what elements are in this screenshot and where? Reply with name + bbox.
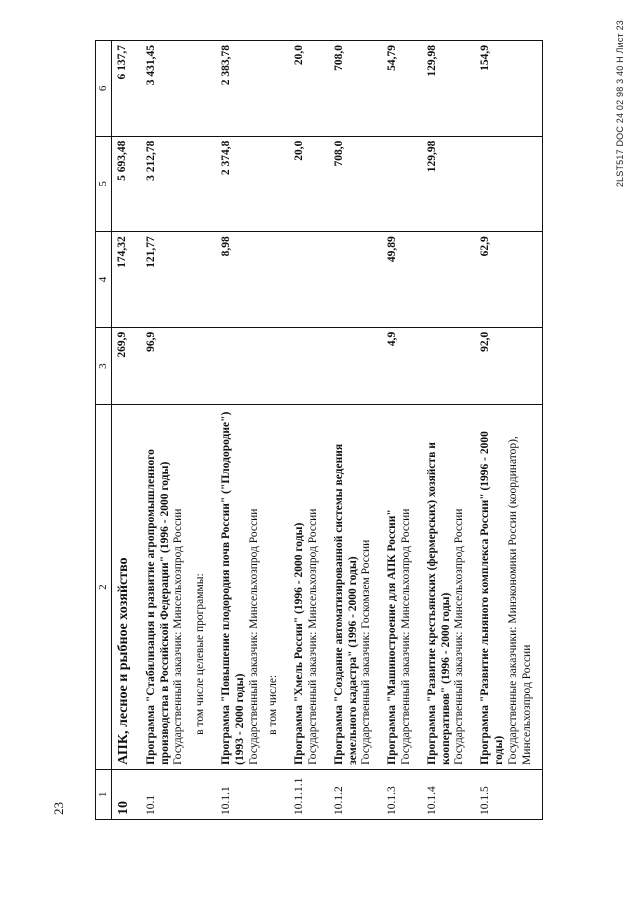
page-number: 23 bbox=[51, 802, 66, 815]
program-customer: Государственный заказчик: Минсельхозпрод России bbox=[306, 508, 319, 765]
row-v3: 96,9 bbox=[141, 327, 216, 405]
table-row bbox=[216, 41, 289, 820]
section-v3: 269,9 bbox=[112, 327, 141, 405]
row-v4: 121,77 bbox=[141, 232, 216, 328]
program-customer: Государственный заказчик: Госкомзем России bbox=[360, 539, 373, 765]
row-v3 bbox=[216, 327, 289, 405]
row-v6: 20,0 bbox=[289, 41, 329, 137]
program-customer: Государственный заказчик: Минсельхозпрод России bbox=[172, 508, 185, 765]
row-v4: 8,98 bbox=[216, 232, 289, 328]
row-v3: 92,0 bbox=[475, 327, 543, 405]
row-v5: 3 212,78 bbox=[141, 136, 216, 232]
table-row bbox=[422, 41, 475, 820]
row-v4: 49,89 bbox=[382, 232, 422, 328]
section-v4: 174,32 bbox=[112, 232, 141, 328]
row-description bbox=[382, 405, 422, 769]
section-code: 10 bbox=[112, 769, 141, 819]
program-title: Программа "Повышение плодородия почв России" ("Плодородие") (1993 - 2000 годы) bbox=[219, 411, 246, 765]
row-description bbox=[422, 405, 475, 769]
row-v6: 154,9 bbox=[475, 41, 543, 137]
row-v5: 2 374,8 bbox=[216, 136, 289, 232]
document-footer: 2LST517 DOC 24 02 98 3 40 H Лист 23 bbox=[615, 20, 625, 188]
col-header-1: 1 bbox=[96, 769, 112, 819]
row-v3 bbox=[329, 327, 382, 405]
col-header-2: 2 bbox=[96, 405, 112, 769]
program-title: Программа "Создание автоматизированной системы ведения земельного кадастра" (1996 - 2000 годы) bbox=[332, 443, 359, 765]
program-title: Программа "Стабилизация и развитие агропромышленного производства в Российской Федерации" (1996 - 2000 годы) bbox=[144, 449, 171, 765]
row-description bbox=[475, 405, 543, 769]
section-row bbox=[112, 41, 141, 820]
col-header-3: 3 bbox=[96, 327, 112, 405]
program-title: Программа "Машиностроение для АПК России" bbox=[386, 509, 399, 765]
section-v5: 5 693,48 bbox=[112, 136, 141, 232]
table-row bbox=[141, 41, 216, 820]
program-customer: Государственный заказчик: Минсельхозпрод России bbox=[399, 508, 412, 765]
row-v5: 708,0 bbox=[329, 136, 382, 232]
row-v6: 2 383,78 bbox=[216, 41, 289, 137]
row-code: 10.1.3 bbox=[382, 769, 422, 819]
row-code: 10.1.5 bbox=[475, 769, 543, 819]
row-description bbox=[141, 405, 216, 769]
table-row bbox=[329, 41, 382, 820]
program-title: Программа "Развитие крестьянских (фермерских) хозяйств и кооперативов" (1996 - 2000 годы) bbox=[425, 442, 452, 765]
row-v3: 4,9 bbox=[382, 327, 422, 405]
program-title: Программа "Хмель России" (1996 - 2000 годы) bbox=[293, 522, 306, 765]
row-v6: 708,0 bbox=[329, 41, 382, 137]
programs-table bbox=[95, 40, 543, 820]
row-v6: 3 431,45 bbox=[141, 41, 216, 137]
section-v6: 6 137,7 bbox=[112, 41, 141, 137]
program-customer: Государственные заказчики: Минэкономики России (координатор), Минсельхозпрод России bbox=[506, 436, 533, 765]
row-code: 10.1.1.1 bbox=[289, 769, 329, 819]
row-description bbox=[329, 405, 382, 769]
row-v5: 20,0 bbox=[289, 136, 329, 232]
row-code: 10.1 bbox=[141, 769, 216, 819]
row-code: 10.1.1 bbox=[216, 769, 289, 819]
row-v4 bbox=[329, 232, 382, 328]
table-row bbox=[289, 41, 329, 820]
row-code: 10.1.2 bbox=[329, 769, 382, 819]
table-row bbox=[382, 41, 422, 820]
col-header-5: 5 bbox=[96, 136, 112, 232]
subprograms-note: в том числе целевые программы: bbox=[194, 573, 207, 735]
row-v3 bbox=[422, 327, 475, 405]
column-header-row bbox=[96, 41, 112, 820]
row-description bbox=[216, 405, 289, 769]
subprograms-note: в том числе: bbox=[267, 674, 280, 735]
program-customer: Государственный заказчик: Минсельхозпрод России bbox=[247, 508, 260, 765]
program-customer: Государственный заказчик: Минсельхозпрод России bbox=[453, 508, 466, 765]
row-v4 bbox=[422, 232, 475, 328]
row-v6: 54,79 bbox=[382, 41, 422, 137]
rotated-page bbox=[51, 20, 625, 820]
col-header-6: 6 bbox=[96, 41, 112, 137]
program-title: Программа "Развитие льняного комплекса России" (1996 - 2000 годы) bbox=[479, 431, 505, 765]
row-v5: 129,98 bbox=[422, 136, 475, 232]
row-description bbox=[289, 405, 329, 769]
row-v5 bbox=[382, 136, 422, 232]
row-code: 10.1.4 bbox=[422, 769, 475, 819]
table-row bbox=[475, 41, 543, 820]
row-v5 bbox=[475, 136, 543, 232]
col-header-4: 4 bbox=[96, 232, 112, 328]
row-v3 bbox=[289, 327, 329, 405]
section-title: АПК, лесное и рыбное хозяйство bbox=[112, 405, 141, 769]
row-v6: 129,98 bbox=[422, 41, 475, 137]
row-v4: 62,9 bbox=[475, 232, 543, 328]
row-v4 bbox=[289, 232, 329, 328]
